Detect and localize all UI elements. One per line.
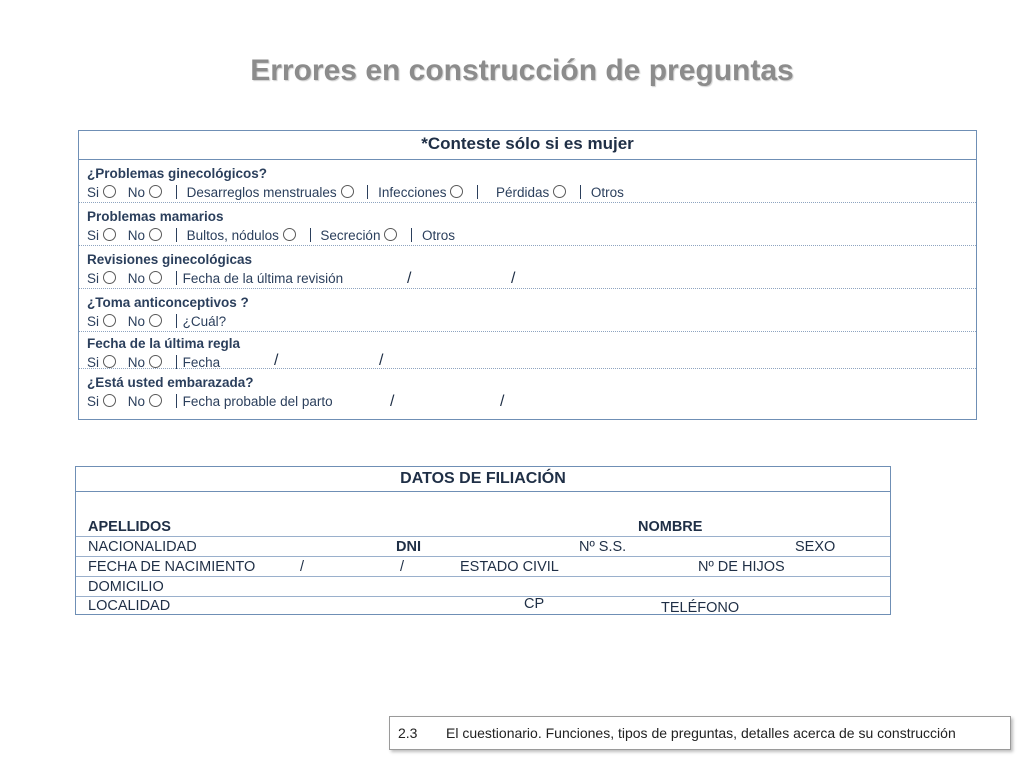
date-separator: / <box>500 393 505 410</box>
question-label: ¿Toma anticonceptivos ? <box>87 295 249 310</box>
sex-label: SEXO <box>795 539 836 555</box>
option-losses[interactable]: Pérdidas <box>496 183 566 203</box>
radio-yes[interactable] <box>103 355 116 368</box>
radio-yes[interactable] <box>103 394 116 407</box>
postal-code-label: CP <box>524 596 545 612</box>
section-title: El cuestionario. Funciones, tipos de preguntas, detalles acerca de su construcción <box>446 725 956 741</box>
children-label: Nº DE HIJOS <box>698 559 785 575</box>
radio-yes[interactable] <box>103 185 116 198</box>
option-others[interactable]: Otros <box>590 185 624 200</box>
radio-lumps[interactable] <box>283 228 296 241</box>
row-birth <box>76 557 890 577</box>
separator <box>176 185 177 199</box>
social-security-label: Nº S.S. <box>579 539 627 555</box>
separator <box>176 314 177 328</box>
options <box>87 183 976 203</box>
dni-label: DNI <box>396 539 421 555</box>
separator <box>176 271 177 285</box>
surname-label: APELLIDOS <box>88 519 171 535</box>
question-label: Fecha de la última regla <box>87 336 241 351</box>
date-separator: / <box>274 352 279 369</box>
row-locality <box>76 597 890 615</box>
option-no[interactable]: No <box>128 312 162 332</box>
option-no[interactable]: No <box>128 269 162 289</box>
women-questions-table <box>78 130 977 420</box>
radio-yes[interactable] <box>103 228 116 241</box>
due-date-label: Fecha probable del parto <box>182 394 333 409</box>
separator <box>477 185 478 199</box>
radio-yes[interactable] <box>103 271 116 284</box>
radio-infections[interactable] <box>450 185 463 198</box>
radio-secretion[interactable] <box>384 228 397 241</box>
radio-no[interactable] <box>149 355 162 368</box>
option-infections[interactable]: Infecciones <box>378 183 463 203</box>
question-row-gynecological-problems <box>79 160 976 203</box>
which-one-label: ¿Cuál? <box>182 314 227 329</box>
section-number: 2.3 <box>398 725 418 741</box>
phone-label: TELÉFONO <box>661 600 740 616</box>
option-no[interactable]: No <box>128 353 162 373</box>
radio-no[interactable] <box>149 394 162 407</box>
option-no[interactable]: No <box>128 226 162 246</box>
birth-date-label: FECHA DE NACIMIENTO <box>88 559 256 575</box>
slide-title: Errores en construcción de preguntas <box>250 54 794 87</box>
question-row-gynecological-checkups <box>79 246 976 289</box>
personal-data-table <box>75 466 891 615</box>
question-label: ¿Está usted embarazada? <box>87 375 254 390</box>
options <box>87 269 976 289</box>
date-separator: / <box>300 559 305 575</box>
radio-no[interactable] <box>149 271 162 284</box>
footer-caption <box>389 716 1011 750</box>
radio-no[interactable] <box>149 185 162 198</box>
radio-no[interactable] <box>149 228 162 241</box>
nationality-label: NACIONALIDAD <box>88 539 197 555</box>
question-row-pregnant <box>79 369 976 412</box>
row-names <box>76 492 890 537</box>
question-row-contraceptives <box>79 289 976 332</box>
date-separator: / <box>511 270 516 287</box>
option-no[interactable]: No <box>128 392 162 412</box>
options <box>87 392 976 412</box>
radio-losses[interactable] <box>553 185 566 198</box>
option-yes[interactable]: Si <box>87 226 116 246</box>
date-label: Fecha <box>182 355 221 370</box>
question-row-breast-problems <box>79 203 976 246</box>
option-yes[interactable]: Si <box>87 269 116 289</box>
options <box>87 226 976 246</box>
address-label: DOMICILIO <box>88 579 164 595</box>
question-label: Problemas mamarios <box>87 209 224 224</box>
option-no[interactable]: No <box>128 183 162 203</box>
radio-yes[interactable] <box>103 314 116 327</box>
question-row-last-period <box>79 332 976 369</box>
question-label: Revisiones ginecológicas <box>87 252 253 267</box>
row-nationality <box>76 537 890 557</box>
option-lumps[interactable]: Bultos, nódulos <box>187 226 296 246</box>
date-separator: / <box>400 559 405 575</box>
table-header: DATOS DE FILIACIÓN <box>76 467 890 492</box>
option-others[interactable]: Otros <box>422 228 456 243</box>
separator <box>176 228 177 242</box>
option-menstrual-disorders[interactable]: Desarreglos menstruales <box>187 183 354 203</box>
radio-no[interactable] <box>149 314 162 327</box>
separator <box>176 394 177 408</box>
option-yes[interactable]: Si <box>87 353 116 373</box>
options <box>87 312 976 332</box>
separator <box>580 185 581 199</box>
date-separator: / <box>407 270 412 287</box>
option-yes[interactable]: Si <box>87 183 116 203</box>
name-label: NOMBRE <box>638 519 703 535</box>
separator <box>411 228 412 242</box>
last-checkup-date-label: Fecha de la última revisión <box>182 271 344 286</box>
separator <box>176 355 177 369</box>
radio-menstrual-disorders[interactable] <box>341 185 354 198</box>
row-address <box>76 577 890 597</box>
date-separator: / <box>390 393 395 410</box>
marital-status-label: ESTADO CIVIL <box>460 559 559 575</box>
separator <box>310 228 311 242</box>
option-secretion[interactable]: Secreción <box>320 226 397 246</box>
locality-label: LOCALIDAD <box>88 598 171 614</box>
question-label: ¿Problemas ginecológicos? <box>87 166 268 181</box>
option-yes[interactable]: Si <box>87 392 116 412</box>
date-separator: / <box>379 352 384 369</box>
option-yes[interactable]: Si <box>87 312 116 332</box>
table-header: *Conteste sólo si es mujer <box>79 131 976 160</box>
separator <box>367 185 368 199</box>
